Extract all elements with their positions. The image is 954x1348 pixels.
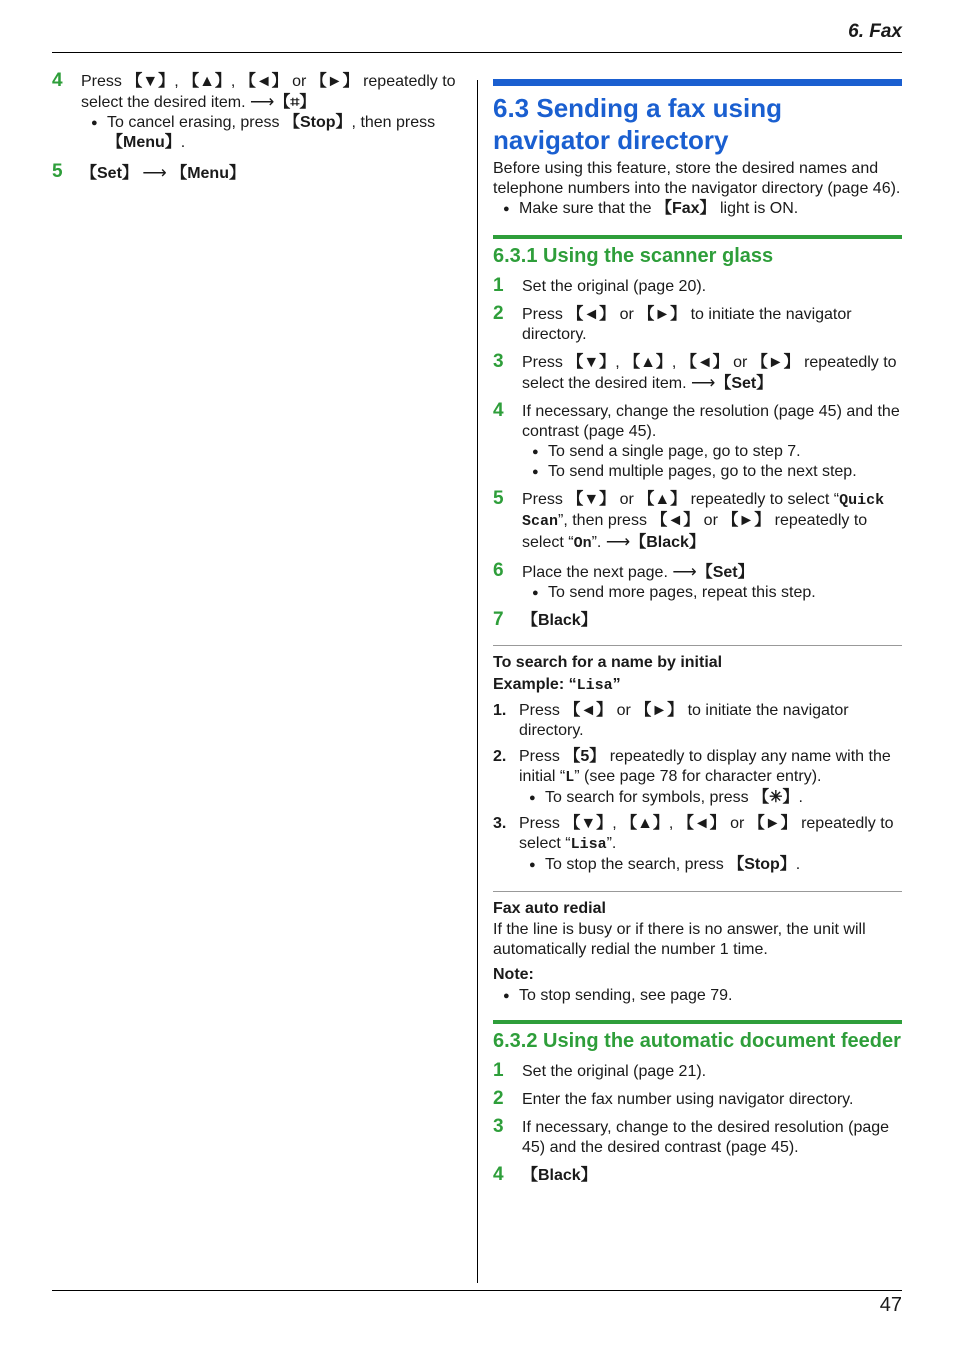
redial-text: If the line is busy or if there is no answer, the unit will automatically redial the number 1 time. [493, 921, 866, 958]
search-heading: To search for a name by initial [493, 654, 723, 671]
stop-key: 【Stop】 [728, 856, 796, 873]
arrow-icon: ⟶ [690, 373, 716, 392]
right-key: 【►】 [310, 73, 359, 90]
left-key: 【◄】 [239, 73, 288, 90]
quick-scan-label: Quick Scan [522, 492, 885, 530]
section-intro: Before using this feature, store the desired names and telephone numbers into the navigator directory (page 46). [493, 160, 901, 197]
subsection-title-scanner: 6.3.1 Using the scanner glass [493, 245, 774, 267]
cancel-bullet: ● To cancel erasing, press 【Stop】, then press 【Menu】. [81, 113, 460, 153]
subsection-bar [493, 1020, 902, 1024]
single-page-bullet: ● To send a single page, go to step 7. [522, 442, 902, 462]
step-number: 4 [52, 70, 63, 91]
arrow-icon: ⟶ [249, 92, 275, 111]
scanner-step-1: 1 Set the original (page 20). [493, 275, 707, 296]
left-column [52, 72, 460, 192]
right-column [493, 79, 902, 1194]
scanner-step-5: 5 Press 【▼】 or 【▲】 repeatedly to select “Quick Scan”, then press 【◄】 or 【►】 repeatedly to select “On”. ⟶【Black】 [493, 488, 885, 552]
column-divider [477, 80, 478, 1283]
scanner-step-7: 7 【Black】 [493, 609, 597, 630]
subsection-title-adf: 6.3.2 Using the automatic document feeder [493, 1030, 901, 1052]
subsection-bar [493, 235, 902, 239]
multiple-pages-bullet: ● To send multiple pages, go to the next step. [522, 462, 902, 482]
section-title: 6.3 Sending a fax using navigator directory [493, 93, 782, 155]
note-label: Note: [493, 966, 534, 983]
search-step-2: 2. Press 【5】 repeatedly to display any name with the initial “L” (see page 78 for character entry). ● To search for symbols, press 【✳】. [493, 747, 902, 808]
adf-step-3: 3 If necessary, change to the desired resolution (page 45) and the desired contrast (page 45). [493, 1116, 890, 1156]
search-example: Example: “Lisa” [493, 676, 621, 694]
section-bar [493, 79, 902, 86]
up-key: 【▲】 [183, 73, 231, 90]
adf-step-4: 4 【Black】 [493, 1164, 597, 1185]
scanner-step-6: 6 Place the next page. ⟶【Set】 ● To send more pages, repeat this step. [493, 562, 902, 603]
five-key: 【5】 [564, 748, 606, 765]
black-key: 【Black】 [522, 612, 597, 629]
adf-step-1: 1 Set the original (page 21). [493, 1060, 707, 1081]
set-key: 【Set】 [715, 375, 773, 392]
page-number: 47 [879, 1294, 902, 1316]
set-key: 【Set】 [696, 564, 754, 581]
scanner-step-4: 4 If necessary, change the resolution (page 45) and the contrast (page 45). ● To send a single page, go to step 7. ● To send multiple pages, go to the next step. [493, 402, 902, 482]
divider [493, 891, 902, 892]
black-key: 【Black】 [630, 534, 705, 551]
down-key: 【▼】 [126, 73, 175, 90]
stop-key: 【Stop】 [283, 114, 352, 131]
on-label: On [573, 535, 592, 552]
hash-key: 【⌗】 [274, 94, 316, 111]
fax-light-bullet: ● Make sure that the 【Fax】 light is ON. [493, 199, 902, 219]
black-key: 【Black】 [522, 1167, 597, 1184]
arrow-icon: ⟶ [672, 562, 697, 581]
star-key: 【✳】 [753, 789, 799, 806]
adf-step-2: 2 Enter the fax number using navigator directory. [493, 1088, 854, 1109]
left-step-4: 4 Press 【▼】, 【▲】, 【◄】 or 【►】 repeatedly to select the desired item. ⟶【⌗】 ● To cancel erasing, press 【Stop】, then press 【Menu】. [52, 72, 460, 153]
arrow-icon: ⟶ [605, 532, 631, 551]
more-pages-bullet: ● To send more pages, repeat this step. [522, 583, 902, 603]
stop-search-bullet: ● To stop the search, press 【Stop】. [519, 855, 902, 875]
search-step-1: 1. Press 【◄】 or 【►】 to initiate the navigator directory. [493, 702, 849, 739]
header-rule [52, 52, 902, 53]
step-number: 5 [52, 161, 63, 182]
fax-key: 【Fax】 [655, 200, 716, 217]
search-step-3: 3. Press 【▼】, 【▲】, 【◄】 or 【►】 repeatedly to select “Lisa”. ● To stop the search, press 【Stop】. [493, 814, 902, 875]
chapter-header: 6. Fax [848, 21, 902, 42]
redial-heading: Fax auto redial [493, 900, 606, 917]
symbols-bullet: ● To search for symbols, press 【✳】. [519, 788, 902, 808]
menu-key: 【Menu】 [107, 134, 181, 151]
right-key: 【►】 [638, 306, 687, 323]
divider [493, 645, 902, 646]
menu-key: 【Menu】 [171, 165, 245, 182]
left-step-5 [52, 163, 460, 184]
scanner-step-3: 3 Press 【▼】, 【▲】, 【◄】 or 【►】 repeatedly to select the desired item. ⟶【Set】 [493, 351, 897, 392]
scanner-step-2: 2 Press 【◄】 or 【►】 to initiate the navigator directory. [493, 303, 852, 343]
left-key: 【◄】 [567, 306, 616, 323]
note-bullet: ● To stop sending, see page 79. [493, 986, 902, 1006]
set-key: 【Set】 [81, 165, 138, 182]
arrow-icon: ⟶ [142, 163, 167, 182]
footer-rule [52, 1290, 902, 1291]
